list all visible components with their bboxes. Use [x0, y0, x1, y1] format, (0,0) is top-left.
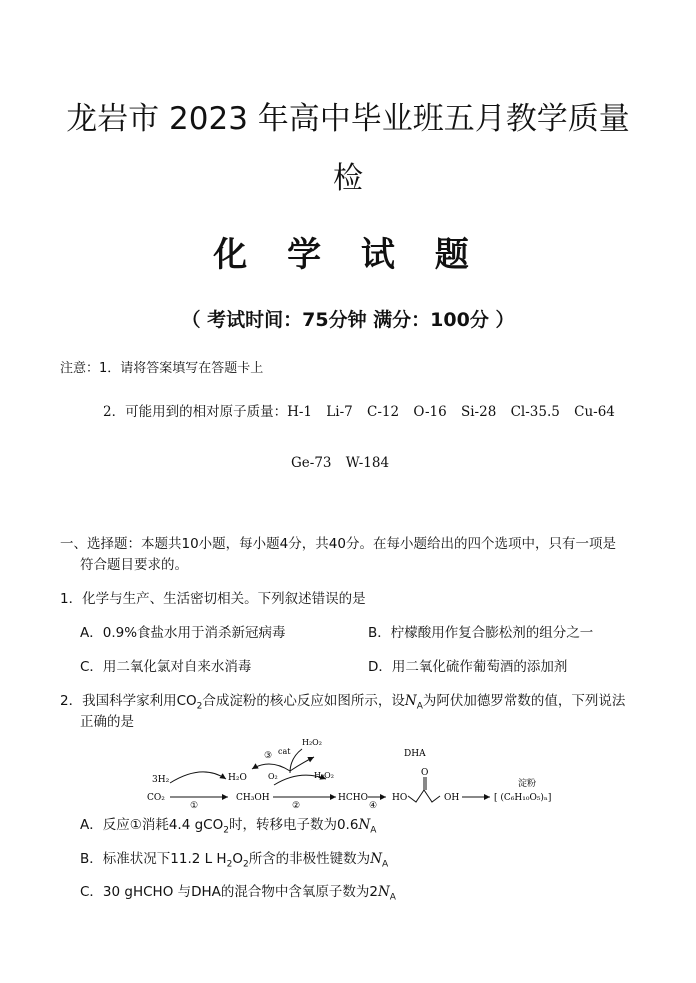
- step3-label: ③: [264, 751, 273, 761]
- h2o2-mid-label: H₂O₂: [314, 771, 334, 780]
- q1-stem: 1．化学与生产、生活密切相关。下列叙述错误的是: [60, 591, 366, 607]
- o2-label: O₂: [268, 772, 278, 781]
- hcho-label: HCHO: [338, 793, 368, 803]
- section-heading-line2: 符合题目要求的。: [80, 557, 188, 573]
- starch-formula: [ (C₆H₁₀O₅)ₙ]: [494, 793, 552, 803]
- q2-stem: 2．我国科学家利用$CO_2$合成淀粉的核心反应如图所示，设$N_A$为阿伏加德罗常数的值，下列说法: [60, 693, 626, 712]
- dha-skeleton: [408, 790, 440, 802]
- starch-label: 淀粉: [518, 779, 537, 789]
- q1-option-d: D．用二氧化硫作葡萄酒的添加剂: [368, 659, 568, 675]
- exam-title-line1: 龙岩市 2023 年高中毕业班五月教学质量: [66, 101, 630, 137]
- subject-title: 化 学 试 题: [213, 235, 483, 275]
- note-1: 注意：1．请将答案填写在答题卡上: [60, 361, 264, 376]
- section-heading-line1: 一、选择题：本题共10小题，每小题4分，共40分。在每小题给出的四个选项中，只有一项是: [60, 536, 616, 552]
- dha-label: DHA: [404, 749, 426, 759]
- q2-option-b: B．标准状况下11.2 L $H_2O_2$所含的非极性键数为$N_A$: [80, 851, 389, 870]
- note-2-atomic-masses: 2．可能用到的相对原子质量：H-1 Li-7 C-12 O-16 Si-28 Cl-35.5 Cu-64: [103, 404, 615, 420]
- h2o-label: H₂O: [228, 773, 247, 783]
- q1-option-b: B．柠檬酸用作复合膨松剂的组分之一: [368, 625, 594, 641]
- step2-label: ②: [292, 801, 301, 811]
- oh-label: OH: [444, 793, 460, 803]
- q1-option-c: C．用二氧化氯对自来水消毒: [80, 659, 252, 675]
- arrow-step3-left: [252, 764, 290, 771]
- step1-label: ①: [190, 801, 199, 811]
- reaction-diagram: [140, 733, 580, 811]
- carbonyl-o-label: O: [421, 768, 429, 778]
- q2-stem-line2: 正确的是: [80, 714, 134, 730]
- q2-option-a: A．反应①消耗4.4 gCO$_2$时，转移电子数为$0.6N_A$: [80, 817, 377, 836]
- ch3oh-label: CH₃OH: [236, 793, 270, 803]
- step4-label: ④: [369, 801, 378, 811]
- cat-label: cat: [278, 747, 291, 756]
- h2-label: 3H₂: [152, 775, 170, 785]
- q1-option-a: A．0.9%食盐水用于消杀新冠病毒: [80, 625, 286, 641]
- h2o2-top-label: H₂O₂: [302, 738, 322, 747]
- co2-label: CO₂: [147, 793, 165, 803]
- exam-time-info: （ 考试时间：75分钟 满分：100分 ）: [181, 309, 515, 331]
- q2-option-c: C．30 gHCHO 与DHA的混合物中含氧原子数为$2N_A$: [80, 884, 396, 903]
- ho-label: HO: [392, 793, 408, 803]
- arrow-h2-curve: [170, 772, 226, 783]
- note-2-atomic-masses-cont: Ge-73 W-184: [291, 455, 390, 471]
- exam-title-line2: 检: [333, 161, 363, 196]
